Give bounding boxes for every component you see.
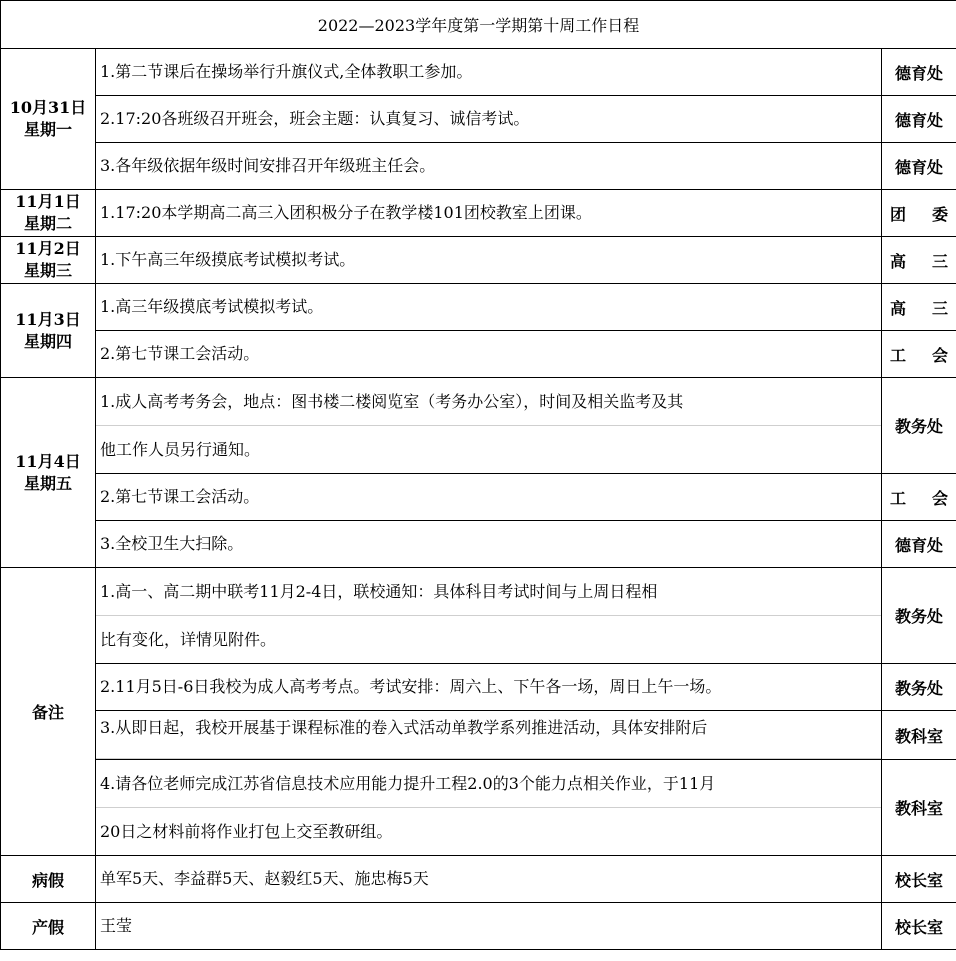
item-line: 20日之材料前将作业打包上交至教研组。 [100, 822, 393, 841]
note-item: 2.11月5日-6日我校为成人高考考点。考试安排：周六上、下午各一场，周日上午一场。 [96, 664, 882, 711]
schedule-item: 1.下午高三年级摸底考试模拟考试。 [96, 237, 882, 284]
day-date: 11月2日 [15, 239, 81, 258]
schedule-title: 2022—2023学年度第一学期第十周工作日程 [1, 1, 956, 49]
dept-cell: 教科室 [882, 711, 956, 760]
dept-cell: 德育处 [882, 96, 956, 143]
schedule-item: 1.高三年级摸底考试模拟考试。 [96, 284, 882, 331]
schedule-item: 1.17:20本学期高二高三入团积极分子在教学楼101团校教室上团课。 [96, 190, 882, 237]
day-weekday: 星期二 [23, 214, 72, 233]
item-line: 他工作人员另行通知。 [100, 440, 261, 459]
item-line: 4.请各位老师完成江苏省信息技术应用能力提升工程2.0的3个能力点相关作业，于11月 [96, 760, 881, 808]
day-cell-wednesday [1, 237, 96, 284]
dept-cell: 校长室 [882, 856, 956, 903]
schedule-item: 2.第七节课工会活动。 [96, 331, 882, 378]
dept-cell: 团委 [882, 190, 956, 237]
dept-cell: 工会 [882, 331, 956, 378]
dept-cell: 教务处 [882, 664, 956, 711]
day-cell-friday [1, 378, 96, 568]
note-item [96, 711, 882, 760]
item-line: 3.从即日起，我校开展基于课程标准的卷入式活动单教学系列推进活动，具体安排附后 [96, 711, 881, 759]
maternity-leave-label: 产假 [1, 903, 96, 950]
schedule-item: 1.第二节课后在操场举行升旗仪式,全体教职工参加。 [96, 49, 882, 96]
item-line: 比有变化，详情见附件。 [100, 630, 277, 649]
dept-cell: 工会 [882, 474, 956, 521]
sick-leave-text: 单军5天、李益群5天、赵毅红5天、施忠梅5天 [96, 856, 882, 903]
schedule-item: 2.第七节课工会活动。 [96, 474, 882, 521]
day-date: 11月3日 [15, 309, 81, 329]
day-cell-tuesday [1, 190, 96, 237]
day-date: 10月31日 [9, 98, 87, 117]
schedule-item: 3.各年级依据年级时间安排召开年级班主任会。 [96, 143, 882, 190]
dept-cell: 教务处 [882, 568, 956, 664]
dept-cell: 德育处 [882, 143, 956, 190]
dept-cell: 高三 [882, 284, 956, 331]
schedule-item: 2.17:20各班级召开班会，班会主题：认真复习、诚信考试。 [96, 96, 882, 143]
dept-cell: 教务处 [882, 378, 956, 474]
note-item [96, 568, 882, 664]
sick-leave-label: 病假 [1, 856, 96, 903]
dept-cell: 校长室 [882, 903, 956, 950]
day-cell-monday [1, 49, 96, 190]
item-line: 1.成人高考考务会，地点：图书楼二楼阅览室（考务办公室），时间及相关监考及其 [96, 378, 881, 426]
maternity-leave-text: 王莹 [96, 903, 882, 950]
day-date: 11月1日 [15, 192, 81, 211]
item-line: 1.高一、高二期中联考11月2-4日，联校通知：具体科目考试时间与上周日程相 [96, 568, 881, 616]
schedule-item [96, 378, 882, 474]
notes-label: 备注 [1, 568, 96, 856]
day-weekday: 星期三 [23, 261, 72, 280]
dept-cell: 高三 [882, 237, 956, 284]
dept-cell: 教科室 [882, 760, 956, 856]
note-item [96, 760, 882, 856]
schedule-item: 3.全校卫生大扫除。 [96, 521, 882, 568]
day-weekday: 星期四 [23, 331, 72, 351]
day-cell-thursday [1, 284, 96, 378]
day-weekday: 星期一 [23, 120, 72, 139]
dept-cell: 德育处 [882, 49, 956, 96]
dept-cell: 德育处 [882, 521, 956, 568]
day-weekday: 星期五 [23, 473, 72, 493]
day-date: 11月4日 [15, 451, 81, 471]
